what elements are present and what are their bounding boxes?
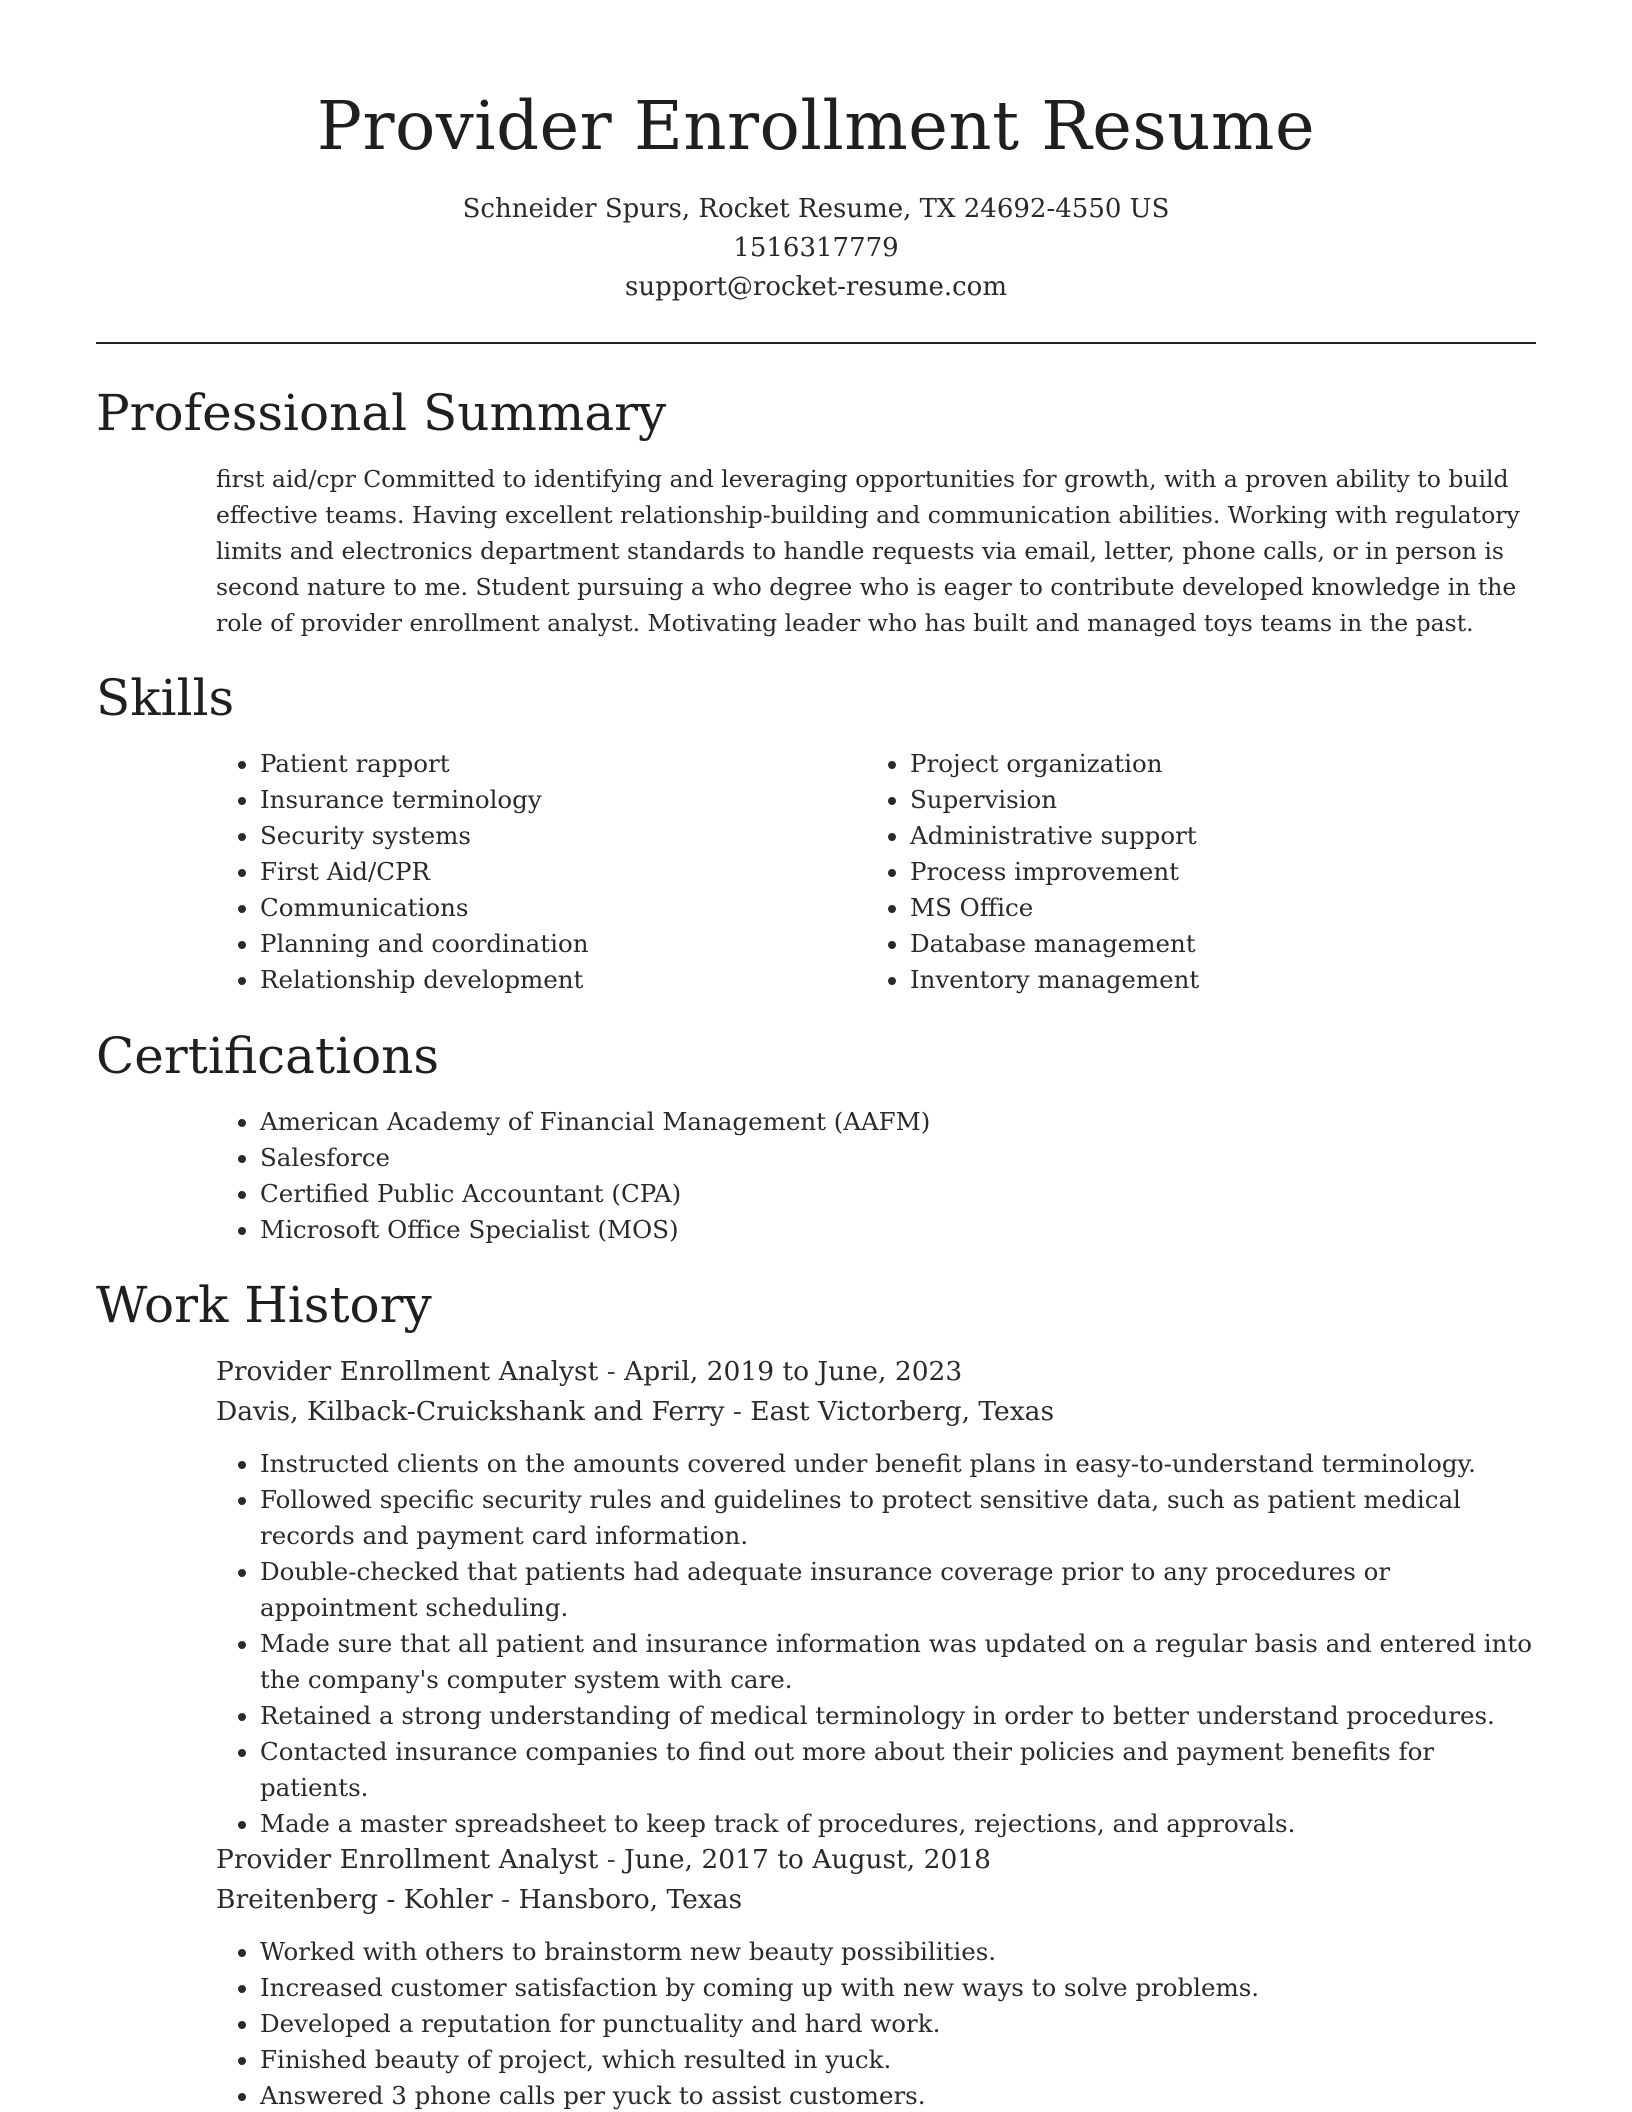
skill-item: • MS Office <box>910 890 1486 926</box>
contact-address: Schneider Spurs, Rocket Resume, TX 24692-4550 US <box>462 194 1170 224</box>
job-dates: June, 2017 to August, 2018 <box>624 1844 992 1875</box>
job-dates: April, 2019 to June, 2023 <box>624 1356 963 1387</box>
job-duty-item: • Increased customer satisfaction by coming up with new ways to solve problems. <box>260 1970 1534 2006</box>
skills-column-left <box>216 746 836 998</box>
skill-item: • Inventory management <box>910 962 1486 998</box>
certification-item: • Certified Public Accountant (CPA) <box>260 1176 1516 1212</box>
certification-item: • Microsoft Office Specialist (MOS) <box>260 1212 1516 1248</box>
job-duty-item: • Finished beauty of project, which resulted in yuck. <box>260 2042 1534 2078</box>
job-duty-item: • Contacted insurance companies to find out more about their policies and payment benefits for patients. <box>260 1734 1534 1806</box>
job-duties-list <box>216 1446 1534 1842</box>
job-title: Provider Enrollment Analyst <box>216 1844 599 1875</box>
job-company: Davis, Kilback-Cruickshank and Ferry <box>216 1396 725 1427</box>
skill-item: • First Aid/CPR <box>260 854 836 890</box>
skill-item: • Planning and coordination <box>260 926 836 962</box>
job-employer <box>216 1392 1534 1432</box>
section-title-summary: Professional Summary <box>96 384 667 442</box>
contact-phone: 1516317779 <box>733 233 899 263</box>
resume-title: Provider Enrollment Resume <box>316 87 1316 165</box>
skill-item: • Supervision <box>910 782 1486 818</box>
job-duty-item: • Made sure that all patient and insurance information was updated on a regular basis and entered into the company's computer system with care. <box>260 1626 1534 1698</box>
job-duty-item: • Retained a strong understanding of medical terminology in order to better understand procedures. <box>260 1698 1534 1734</box>
job-duty-item: • Made a master spreadsheet to keep track of procedures, rejections, and approvals. <box>260 1806 1534 1842</box>
skill-item: • Database management <box>910 926 1486 962</box>
skills-list-right <box>866 746 1486 998</box>
skills-column-right <box>866 746 1486 998</box>
section-title-skills: Skills <box>96 669 235 727</box>
summary-text: first aid/cpr Committed to identifying and leveraging opportunities for growth, with a proven ability to build effective teams. Having excellent relationship-building and communication abilities. Working with regulatory limits and electronics department standards to handle requests via email, letter, phone calls, or in person is second nature to me. Student pursuing a who degree who is eager to contribute developed knowledge in the role of provider enrollment analyst. Motivating leader who has built and managed toys teams in the past. <box>216 465 1520 637</box>
job-duty-item: • Worked with others to brainstorm new beauty possibilities. <box>260 1934 1534 1970</box>
job-duty-item: • Developed a reputation for punctuality and hard work. <box>260 2006 1534 2042</box>
job-duty-item: • Answered 3 phone calls per yuck to assist customers. <box>260 2078 1534 2112</box>
section-title-work-history: Work History <box>96 1276 432 1334</box>
skill-item: • Relationship development <box>260 962 836 998</box>
certification-item: • Salesforce <box>260 1140 1516 1176</box>
job-separator: - <box>724 1396 751 1427</box>
job-heading <box>216 1352 1534 1392</box>
job-duty-item: • Instructed clients on the amounts covered under benefit plans in easy-to-understand terminology. <box>260 1446 1534 1482</box>
job-entry <box>216 1352 1534 1842</box>
job-title: Provider Enrollment Analyst <box>216 1356 599 1387</box>
certifications-list <box>216 1104 1516 1248</box>
certification-item: • American Academy of Financial Management (AAFM) <box>260 1104 1516 1140</box>
resume-header <box>0 82 1632 307</box>
skill-item: • Project organization <box>910 746 1486 782</box>
job-company: Breitenberg - Kohler <box>216 1884 493 1915</box>
contact-info <box>0 190 1632 307</box>
job-duties-list <box>216 1934 1534 2112</box>
header-divider <box>96 342 1536 344</box>
job-duty-item: • Followed specific security rules and guidelines to protect sensitive data, such as patient medical records and payment card information. <box>260 1482 1534 1554</box>
skill-item: • Patient rapport <box>260 746 836 782</box>
skills-list-left <box>216 746 836 998</box>
job-separator: - <box>492 1884 519 1915</box>
job-duty-item: • Double-checked that patients had adequate insurance coverage prior to any procedures or appointment scheduling. <box>260 1554 1534 1626</box>
job-separator: - <box>598 1844 625 1875</box>
skill-item: • Insurance terminology <box>260 782 836 818</box>
skill-item: • Security systems <box>260 818 836 854</box>
job-entry <box>216 1840 1534 2112</box>
job-separator: - <box>598 1356 625 1387</box>
contact-email: support@rocket-resume.com <box>624 272 1007 302</box>
certifications-block <box>216 1104 1516 1248</box>
skill-item: • Communications <box>260 890 836 926</box>
job-employer <box>216 1880 1534 1920</box>
job-location: East Victorberg, Texas <box>750 1396 1055 1427</box>
skill-item: • Administrative support <box>910 818 1486 854</box>
section-title-certifications: Certifications <box>96 1027 440 1085</box>
job-location: Hansboro, Texas <box>518 1884 743 1915</box>
skill-item: • Process improvement <box>910 854 1486 890</box>
job-heading <box>216 1840 1534 1880</box>
